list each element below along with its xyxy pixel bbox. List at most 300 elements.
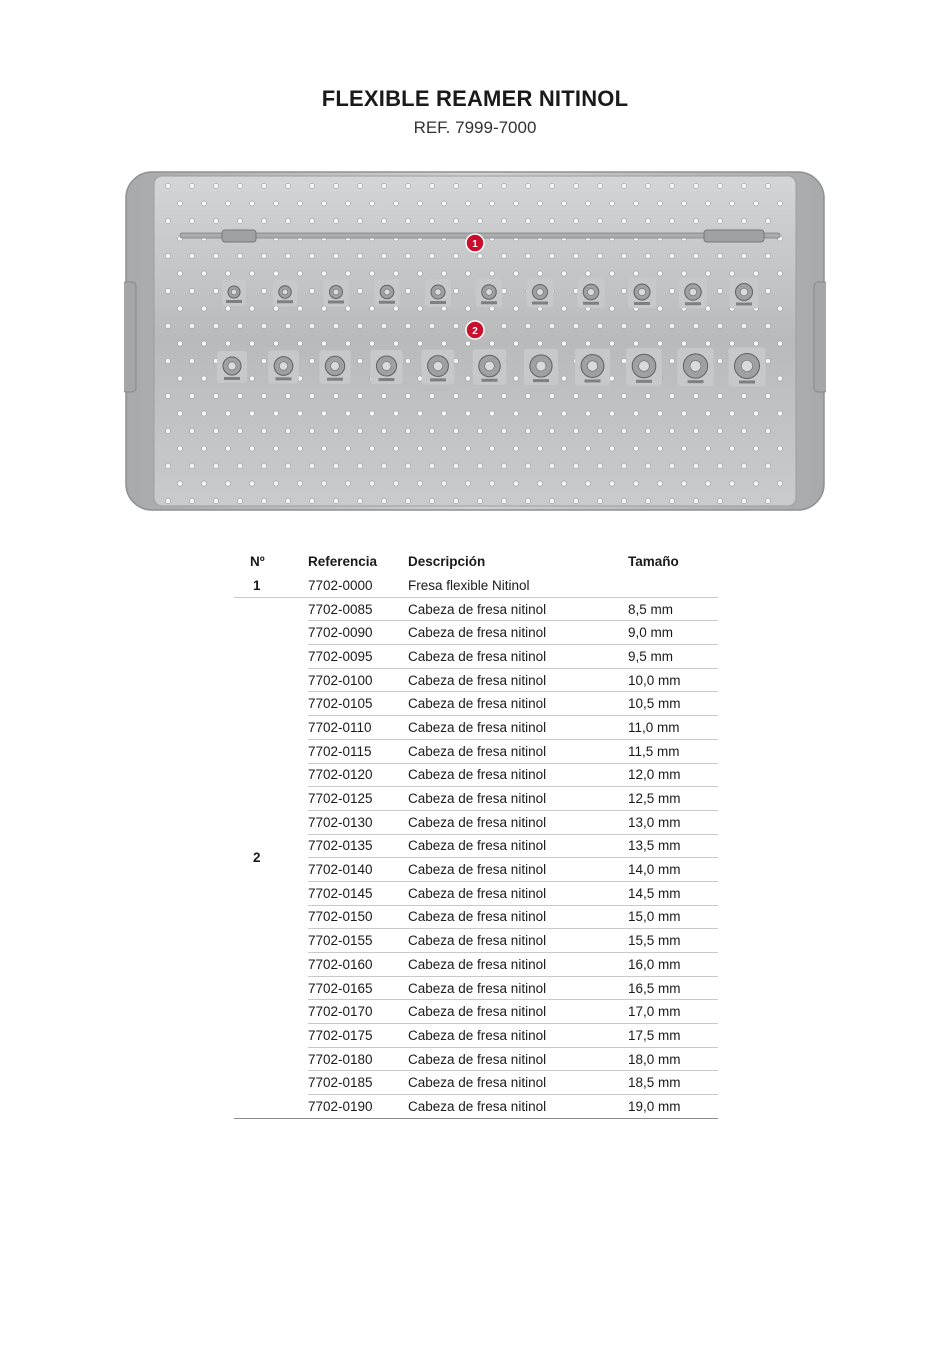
perforation-hole (669, 463, 674, 468)
header-description: Descripción (408, 553, 486, 569)
perforation-hole (561, 376, 566, 381)
perforation-hole (177, 201, 182, 206)
description-cell: Cabeza de fresa nitinol (408, 1071, 628, 1095)
perforation-hole (609, 201, 614, 206)
perforation-hole (405, 288, 410, 293)
perforation-hole (453, 253, 458, 258)
perforation-hole (393, 446, 398, 451)
perforation-hole (501, 253, 506, 258)
perforation-hole (633, 201, 638, 206)
size-cell: 18,0 mm (628, 1047, 718, 1071)
perforation-hole (441, 411, 446, 416)
perforation-hole (417, 341, 422, 346)
perforation-hole (441, 446, 446, 451)
perforation-hole (165, 463, 170, 468)
callout-2-marker (466, 321, 484, 339)
perforation-hole (273, 271, 278, 276)
description-cell: Cabeza de fresa nitinol (408, 597, 628, 621)
perforation-hole (249, 481, 254, 486)
perforation-hole (309, 218, 314, 223)
perforation-hole (657, 411, 662, 416)
perforation-hole (357, 463, 362, 468)
perforation-hole (705, 341, 710, 346)
perforation-hole (177, 481, 182, 486)
perforation-hole (309, 288, 314, 293)
perforation-hole (333, 218, 338, 223)
perforation-hole (501, 218, 506, 223)
reamer-head-small (222, 280, 246, 306)
table-row (234, 574, 718, 597)
perforation-hole (201, 481, 206, 486)
perforation-hole (441, 201, 446, 206)
perforation-hole (381, 323, 386, 328)
perforation-hole (465, 201, 470, 206)
perforation-hole (549, 253, 554, 258)
perforation-hole (765, 323, 770, 328)
perforation-hole (261, 218, 266, 223)
perforation-hole (657, 481, 662, 486)
perforation-hole (237, 393, 242, 398)
reamer-head-large (524, 349, 558, 385)
perforation-hole (453, 498, 458, 503)
perforation-hole (777, 446, 782, 451)
perforation-hole (261, 288, 266, 293)
perforation-hole (693, 463, 698, 468)
perforation-hole (237, 253, 242, 258)
perforation-hole (189, 358, 194, 363)
reamer-head-small (628, 278, 656, 308)
reamer-head-small (324, 280, 349, 307)
size-cell: 13,5 mm (628, 834, 718, 858)
reference-cell: 7702-0150 (308, 905, 408, 929)
perforation-hole (597, 428, 602, 433)
perforation-hole (165, 218, 170, 223)
perforation-hole (525, 393, 530, 398)
perforation-hole (717, 463, 722, 468)
perforation-hole (309, 323, 314, 328)
perforation-hole (717, 218, 722, 223)
perforation-hole (393, 271, 398, 276)
perforation-hole (765, 288, 770, 293)
perforation-hole (285, 498, 290, 503)
perforation-hole (681, 446, 686, 451)
reference-cell: 7702-0175 (308, 1024, 408, 1048)
reamer-head-large (370, 350, 402, 384)
perforation-hole (357, 498, 362, 503)
callout-1-label: 1 (472, 239, 478, 250)
reference-cell: 7702-0105 (308, 692, 408, 716)
reference-cell: 7702-0085 (308, 597, 408, 621)
perforation-hole (537, 411, 542, 416)
perforation-hole (561, 481, 566, 486)
perforation-hole (213, 428, 218, 433)
perforation-hole (633, 271, 638, 276)
perforation-hole (597, 393, 602, 398)
size-cell: 12,5 mm (628, 787, 718, 811)
perforation-hole (621, 498, 626, 503)
perforation-hole (333, 323, 338, 328)
perforation-hole (465, 271, 470, 276)
perforation-hole (657, 446, 662, 451)
perforation-hole (681, 481, 686, 486)
perforation-hole (597, 463, 602, 468)
header-no: Nº (250, 553, 265, 569)
perforation-hole (225, 341, 230, 346)
perforation-hole (321, 411, 326, 416)
perforation-hole (765, 428, 770, 433)
perforation-hole (357, 428, 362, 433)
perforation-hole (177, 446, 182, 451)
page-title: FLEXIBLE REAMER NITINOL (321, 86, 629, 111)
perforation-hole (585, 271, 590, 276)
reference-cell: 7702-0160 (308, 953, 408, 977)
perforation-hole (441, 271, 446, 276)
perforation-hole (693, 253, 698, 258)
perforation-hole (705, 271, 710, 276)
perforation-hole (561, 411, 566, 416)
size-cell: 18,5 mm (628, 1071, 718, 1095)
description-cell: Cabeza de fresa nitinol (408, 716, 628, 740)
perforation-hole (405, 253, 410, 258)
reamer-head-small (679, 278, 708, 309)
perforation-hole (213, 393, 218, 398)
perforation-hole (501, 463, 506, 468)
item-number: 2 (234, 597, 308, 1118)
perforation-hole (285, 463, 290, 468)
reamer-head-large (677, 348, 713, 386)
description-cell: Cabeza de fresa nitinol (408, 763, 628, 787)
size-cell: 16,5 mm (628, 976, 718, 1000)
perforation-hole (249, 446, 254, 451)
size-cell (628, 574, 718, 597)
reference-number: REF. 7999-7000 (413, 118, 537, 137)
reference-cell: 7702-0095 (308, 645, 408, 669)
perforation-hole (189, 428, 194, 433)
perforation-hole (237, 428, 242, 433)
perforation-hole (177, 411, 182, 416)
perforation-hole (525, 323, 530, 328)
perforation-hole (333, 183, 338, 188)
perforation-hole (345, 411, 350, 416)
perforation-hole (405, 463, 410, 468)
perforation-hole (429, 218, 434, 223)
perforation-hole (489, 446, 494, 451)
perforation-hole (297, 201, 302, 206)
callout-2-label: 2 (472, 326, 478, 337)
left-handle (124, 282, 136, 392)
perforation-hole (645, 463, 650, 468)
perforation-hole (429, 393, 434, 398)
perforation-hole (417, 446, 422, 451)
perforation-hole (657, 201, 662, 206)
perforation-hole (729, 446, 734, 451)
perforation-hole (381, 393, 386, 398)
description-cell: Cabeza de fresa nitinol (408, 1095, 628, 1119)
size-cell: 13,0 mm (628, 810, 718, 834)
perforation-hole (489, 271, 494, 276)
perforation-hole (777, 411, 782, 416)
perforation-hole (201, 446, 206, 451)
perforation-hole (321, 341, 326, 346)
perforation-hole (333, 393, 338, 398)
perforation-hole (429, 183, 434, 188)
perforation-hole (345, 341, 350, 346)
perforation-hole (381, 428, 386, 433)
perforation-hole (549, 323, 554, 328)
reamer-head-small (374, 279, 400, 307)
perforation-hole (453, 288, 458, 293)
perforation-hole (393, 201, 398, 206)
perforation-hole (357, 358, 362, 363)
perforation-hole (393, 481, 398, 486)
perforation-hole (249, 411, 254, 416)
perforation-hole (477, 253, 482, 258)
perforation-hole (333, 498, 338, 503)
perforation-hole (621, 218, 626, 223)
perforation-hole (321, 271, 326, 276)
perforation-hole (225, 446, 230, 451)
perforation-hole (621, 183, 626, 188)
perforation-hole (165, 253, 170, 258)
perforation-hole (609, 306, 614, 311)
perforation-hole (189, 498, 194, 503)
size-cell: 9,0 mm (628, 621, 718, 645)
description-cell: Cabeza de fresa nitinol (408, 1024, 628, 1048)
perforation-hole (297, 481, 302, 486)
perforation-hole (645, 218, 650, 223)
perforation-hole (501, 428, 506, 433)
reference-cell: 7702-0130 (308, 810, 408, 834)
perforation-hole (369, 446, 374, 451)
perforation-hole (369, 481, 374, 486)
perforation-hole (261, 498, 266, 503)
description-cell: Cabeza de fresa nitinol (408, 621, 628, 645)
perforation-hole (669, 358, 674, 363)
size-cell: 17,0 mm (628, 1000, 718, 1024)
perforation-hole (309, 253, 314, 258)
perforation-hole (501, 323, 506, 328)
tray-illustration (124, 170, 826, 512)
perforation-hole (741, 253, 746, 258)
perforation-hole (309, 183, 314, 188)
perforation-hole (261, 253, 266, 258)
perforation-hole (417, 271, 422, 276)
perforation-hole (321, 201, 326, 206)
perforation-hole (189, 183, 194, 188)
perforation-hole (297, 411, 302, 416)
perforation-hole (525, 253, 530, 258)
perforation-hole (405, 358, 410, 363)
reference-cell: 7702-0090 (308, 621, 408, 645)
perforation-hole (381, 498, 386, 503)
perforation-hole (465, 411, 470, 416)
perforation-hole (585, 201, 590, 206)
perforation-hole (381, 183, 386, 188)
perforation-hole (585, 481, 590, 486)
reamer-head-large (626, 348, 662, 386)
perforation-hole (225, 201, 230, 206)
perforation-hole (513, 411, 518, 416)
perforation-hole (357, 183, 362, 188)
description-cell: Cabeza de fresa nitinol (408, 834, 628, 858)
perforation-hole (645, 393, 650, 398)
perforation-hole (729, 271, 734, 276)
perforation-hole (261, 183, 266, 188)
perforation-hole (429, 498, 434, 503)
perforation-hole (669, 323, 674, 328)
perforation-hole (549, 183, 554, 188)
description-cell: Cabeza de fresa nitinol (408, 787, 628, 811)
perforation-hole (765, 498, 770, 503)
size-cell: 12,0 mm (628, 763, 718, 787)
perforation-hole (597, 253, 602, 258)
perforation-hole (741, 393, 746, 398)
perforation-hole (537, 271, 542, 276)
reamer-head-large (268, 351, 299, 384)
perforation-hole (681, 411, 686, 416)
perforation-hole (669, 498, 674, 503)
perforation-hole (537, 341, 542, 346)
perforation-hole (381, 218, 386, 223)
size-cell: 10,5 mm (628, 692, 718, 716)
perforation-hole (249, 271, 254, 276)
perforation-hole (609, 446, 614, 451)
perforation-hole (345, 481, 350, 486)
perforation-hole (165, 358, 170, 363)
perforation-hole (465, 306, 470, 311)
description-cell: Cabeza de fresa nitinol (408, 739, 628, 763)
perforation-hole (681, 201, 686, 206)
perforation-hole (717, 393, 722, 398)
perforation-hole (477, 428, 482, 433)
perforation-hole (261, 393, 266, 398)
perforation-hole (633, 481, 638, 486)
perforation-hole (777, 376, 782, 381)
perforation-hole (597, 498, 602, 503)
description-cell: Cabeza de fresa nitinol (408, 929, 628, 953)
perforation-hole (453, 218, 458, 223)
perforation-hole (777, 481, 782, 486)
perforation-hole (585, 446, 590, 451)
perforation-hole (297, 341, 302, 346)
perforation-hole (765, 183, 770, 188)
perforation-hole (525, 183, 530, 188)
perforation-hole (285, 218, 290, 223)
perforation-hole (405, 498, 410, 503)
description-cell: Cabeza de fresa nitinol (408, 1000, 628, 1024)
reference-cell: 7702-0180 (308, 1047, 408, 1071)
tray-plate (154, 176, 796, 506)
perforation-hole (537, 446, 542, 451)
perforation-hole (177, 306, 182, 311)
perforation-hole (561, 446, 566, 451)
perforation-hole (357, 288, 362, 293)
reamer-head-large (575, 349, 610, 386)
perforation-hole (273, 341, 278, 346)
perforation-hole (621, 463, 626, 468)
perforation-hole (681, 271, 686, 276)
header-reference: Referencia (308, 553, 378, 569)
perforation-hole (705, 411, 710, 416)
perforation-hole (249, 201, 254, 206)
perforation-hole (165, 183, 170, 188)
perforation-hole (213, 498, 218, 503)
perforation-hole (513, 271, 518, 276)
perforation-hole (333, 428, 338, 433)
perforation-hole (189, 288, 194, 293)
perforation-hole (669, 253, 674, 258)
reamer-handle-right (704, 230, 764, 242)
perforation-hole (729, 411, 734, 416)
perforation-hole (405, 428, 410, 433)
reamer-head-large (319, 350, 350, 383)
perforation-hole (693, 498, 698, 503)
reference-cell: 7702-0145 (308, 881, 408, 905)
perforation-hole (777, 306, 782, 311)
perforation-hole (645, 498, 650, 503)
perforation-hole (705, 201, 710, 206)
perforation-hole (453, 393, 458, 398)
perforation-hole (309, 393, 314, 398)
perforation-hole (549, 428, 554, 433)
size-cell: 9,5 mm (628, 645, 718, 669)
perforation-hole (765, 393, 770, 398)
perforation-hole (597, 218, 602, 223)
perforation-hole (453, 323, 458, 328)
perforation-hole (621, 288, 626, 293)
perforation-hole (249, 306, 254, 311)
perforation-hole (717, 428, 722, 433)
right-handle (814, 282, 826, 392)
perforation-hole (657, 341, 662, 346)
perforation-hole (189, 323, 194, 328)
perforation-hole (585, 341, 590, 346)
description-cell: Cabeza de fresa nitinol (408, 953, 628, 977)
size-cell: 19,0 mm (628, 1095, 718, 1119)
perforation-hole (669, 183, 674, 188)
reference-cell: 7702-0135 (308, 834, 408, 858)
perforation-hole (273, 411, 278, 416)
perforation-hole (345, 306, 350, 311)
perforation-hole (429, 463, 434, 468)
description-cell: Cabeza de fresa nitinol (408, 1047, 628, 1071)
perforation-hole (741, 218, 746, 223)
reference-cell: 7702-0110 (308, 716, 408, 740)
instrument-tray-photo (124, 170, 826, 512)
size-cell: 14,0 mm (628, 858, 718, 882)
perforation-hole (165, 393, 170, 398)
perforation-hole (189, 393, 194, 398)
perforation-hole (681, 341, 686, 346)
perforation-hole (561, 271, 566, 276)
description-cell: Cabeza de fresa nitinol (408, 976, 628, 1000)
perforation-hole (513, 201, 518, 206)
reamer-head-large (473, 349, 507, 385)
perforation-hole (513, 306, 518, 311)
perforation-hole (405, 393, 410, 398)
perforation-hole (201, 341, 206, 346)
perforation-hole (213, 253, 218, 258)
reference-cell: 7702-0000 (308, 574, 408, 597)
perforation-hole (669, 428, 674, 433)
perforation-hole (549, 498, 554, 503)
perforation-hole (285, 393, 290, 398)
perforation-hole (261, 358, 266, 363)
perforation-hole (693, 393, 698, 398)
perforation-hole (297, 446, 302, 451)
perforation-hole (537, 481, 542, 486)
perforation-hole (561, 341, 566, 346)
